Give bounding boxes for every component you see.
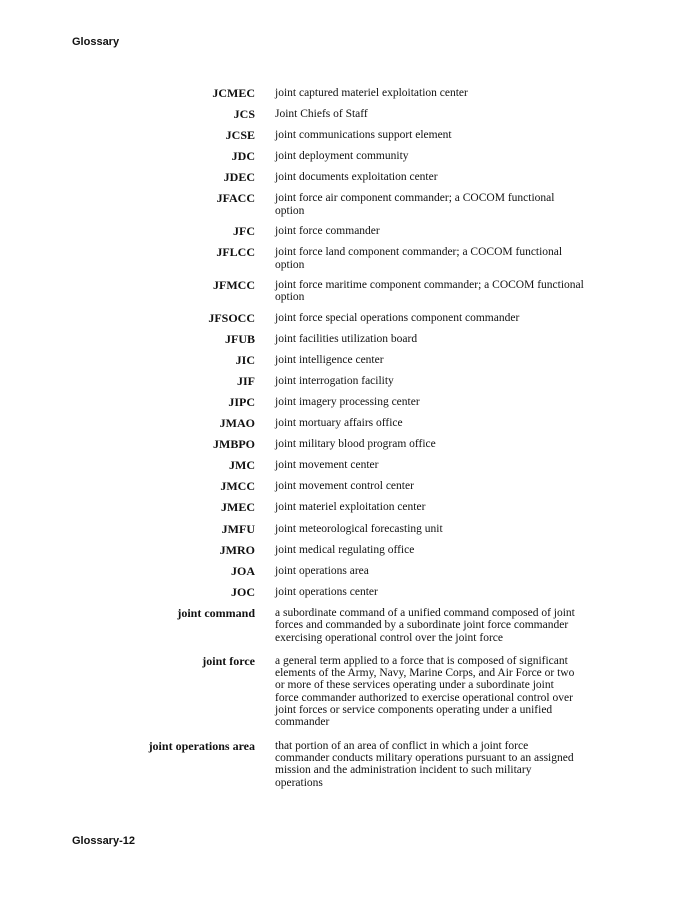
glossary-definition: Joint Chiefs of Staff <box>275 108 368 121</box>
glossary-definition: joint movement center <box>275 459 379 472</box>
glossary-term: JFSOCC <box>208 310 255 325</box>
glossary-term: JIF <box>237 373 255 388</box>
glossary-entry <box>0 501 700 514</box>
glossary-definition: joint force air component commander; a COCOM functional option <box>275 192 555 217</box>
glossary-entry <box>0 544 700 557</box>
glossary-entry <box>0 438 700 451</box>
glossary-term: JFACC <box>216 191 255 206</box>
glossary-term: JMFU <box>221 521 255 536</box>
glossary-term: JFMCC <box>213 277 255 292</box>
glossary-definition: joint communications support element <box>275 129 452 142</box>
glossary-entry <box>0 375 700 388</box>
glossary-term: JFLCC <box>216 245 255 260</box>
page-number: Glossary-12 <box>72 835 135 847</box>
glossary-term: JFC <box>233 224 255 239</box>
glossary-entry <box>0 396 700 409</box>
glossary-entry <box>0 129 700 142</box>
glossary-definition: joint medical regulating office <box>275 543 415 556</box>
glossary-entry <box>0 565 700 578</box>
glossary-term: JCS <box>233 107 255 122</box>
glossary-definition: joint documents exploitation center <box>275 171 438 184</box>
glossary-entry <box>0 586 700 599</box>
glossary-term: joint force <box>202 653 255 668</box>
glossary-definition: that portion of an area of conflict in which a joint force commander conducts military operations pursuant to an assigned mission and the administration incident to such military operations <box>275 739 574 789</box>
glossary-list <box>0 87 700 800</box>
glossary-definition: joint force land component commander; a COCOM functional option <box>275 246 563 271</box>
glossary-entry <box>0 417 700 430</box>
glossary-term: JCSE <box>225 128 255 143</box>
glossary-term: JDC <box>231 149 255 164</box>
glossary-entry <box>0 354 700 367</box>
glossary-definition: joint facilities utilization board <box>275 332 418 345</box>
glossary-term: joint operations area <box>148 738 255 753</box>
glossary-entry <box>0 87 700 100</box>
running-head: Glossary <box>72 36 120 48</box>
glossary-term: JOC <box>231 584 255 599</box>
glossary-term: JCMEC <box>212 86 255 100</box>
glossary-definition: joint interrogation facility <box>275 374 394 387</box>
glossary-entry <box>0 171 700 184</box>
glossary-entry <box>0 480 700 493</box>
glossary-definition: joint meteorological forecasting unit <box>275 522 443 535</box>
glossary-term: JMBPO <box>213 437 255 452</box>
glossary-entry <box>0 333 700 346</box>
glossary-definition: a general term applied to a force that is composed of significant elements of the Army, Navy, Marine Corps, and Air Force or two or more of these services operating under a subordinate joint force commander authorized to exercise operational control over joint forces or service components operating under a unified commander <box>275 654 575 729</box>
glossary-definition: joint materiel exploitation center <box>275 501 426 514</box>
glossary-definition: joint operations area <box>275 564 369 577</box>
glossary-definition: joint imagery processing center <box>275 396 420 408</box>
glossary-term: JIC <box>235 352 255 367</box>
glossary-entry <box>0 108 700 121</box>
glossary-definition: joint military blood program office <box>275 438 436 451</box>
glossary-term: JMAO <box>219 416 255 431</box>
glossary-term: JDEC <box>223 170 255 185</box>
glossary-definition: joint intelligence center <box>275 353 384 366</box>
glossary-term: JIPC <box>228 395 255 409</box>
glossary-entry <box>0 607 700 644</box>
glossary-definition: a subordinate command of a unified command composed of joint forces and commanded by a subordinate joint force commander exercising operational control over the joint force <box>275 606 575 644</box>
glossary-entry <box>0 246 700 271</box>
glossary-definition: joint captured materiel exploitation center <box>275 87 468 99</box>
glossary-entry <box>0 150 700 163</box>
glossary-definition: joint operations center <box>275 585 378 598</box>
glossary-entry <box>0 312 700 325</box>
glossary-entry <box>0 279 700 304</box>
glossary-term: JFUB <box>225 331 255 346</box>
glossary-entry <box>0 523 700 536</box>
glossary-definition: joint force special operations component commander <box>275 311 520 324</box>
glossary-entry <box>0 225 700 238</box>
glossary-entry <box>0 459 700 472</box>
glossary-term: JOA <box>231 563 255 578</box>
glossary-term: joint command <box>177 605 255 620</box>
glossary-definition: joint force maritime component commander; a COCOM functional option <box>275 278 584 304</box>
glossary-entry <box>0 192 700 217</box>
glossary-term: JMEC <box>221 500 255 515</box>
glossary-definition: joint movement control center <box>275 480 414 493</box>
glossary-definition: joint mortuary affairs office <box>275 417 403 430</box>
glossary-term: JMCC <box>220 479 255 494</box>
glossary-definition: joint deployment community <box>275 150 409 163</box>
glossary-entry <box>0 655 700 729</box>
glossary-term: JMRO <box>219 542 255 557</box>
glossary-definition: joint force commander <box>275 225 380 238</box>
glossary-entry <box>0 740 700 789</box>
glossary-term: JMC <box>229 458 255 473</box>
